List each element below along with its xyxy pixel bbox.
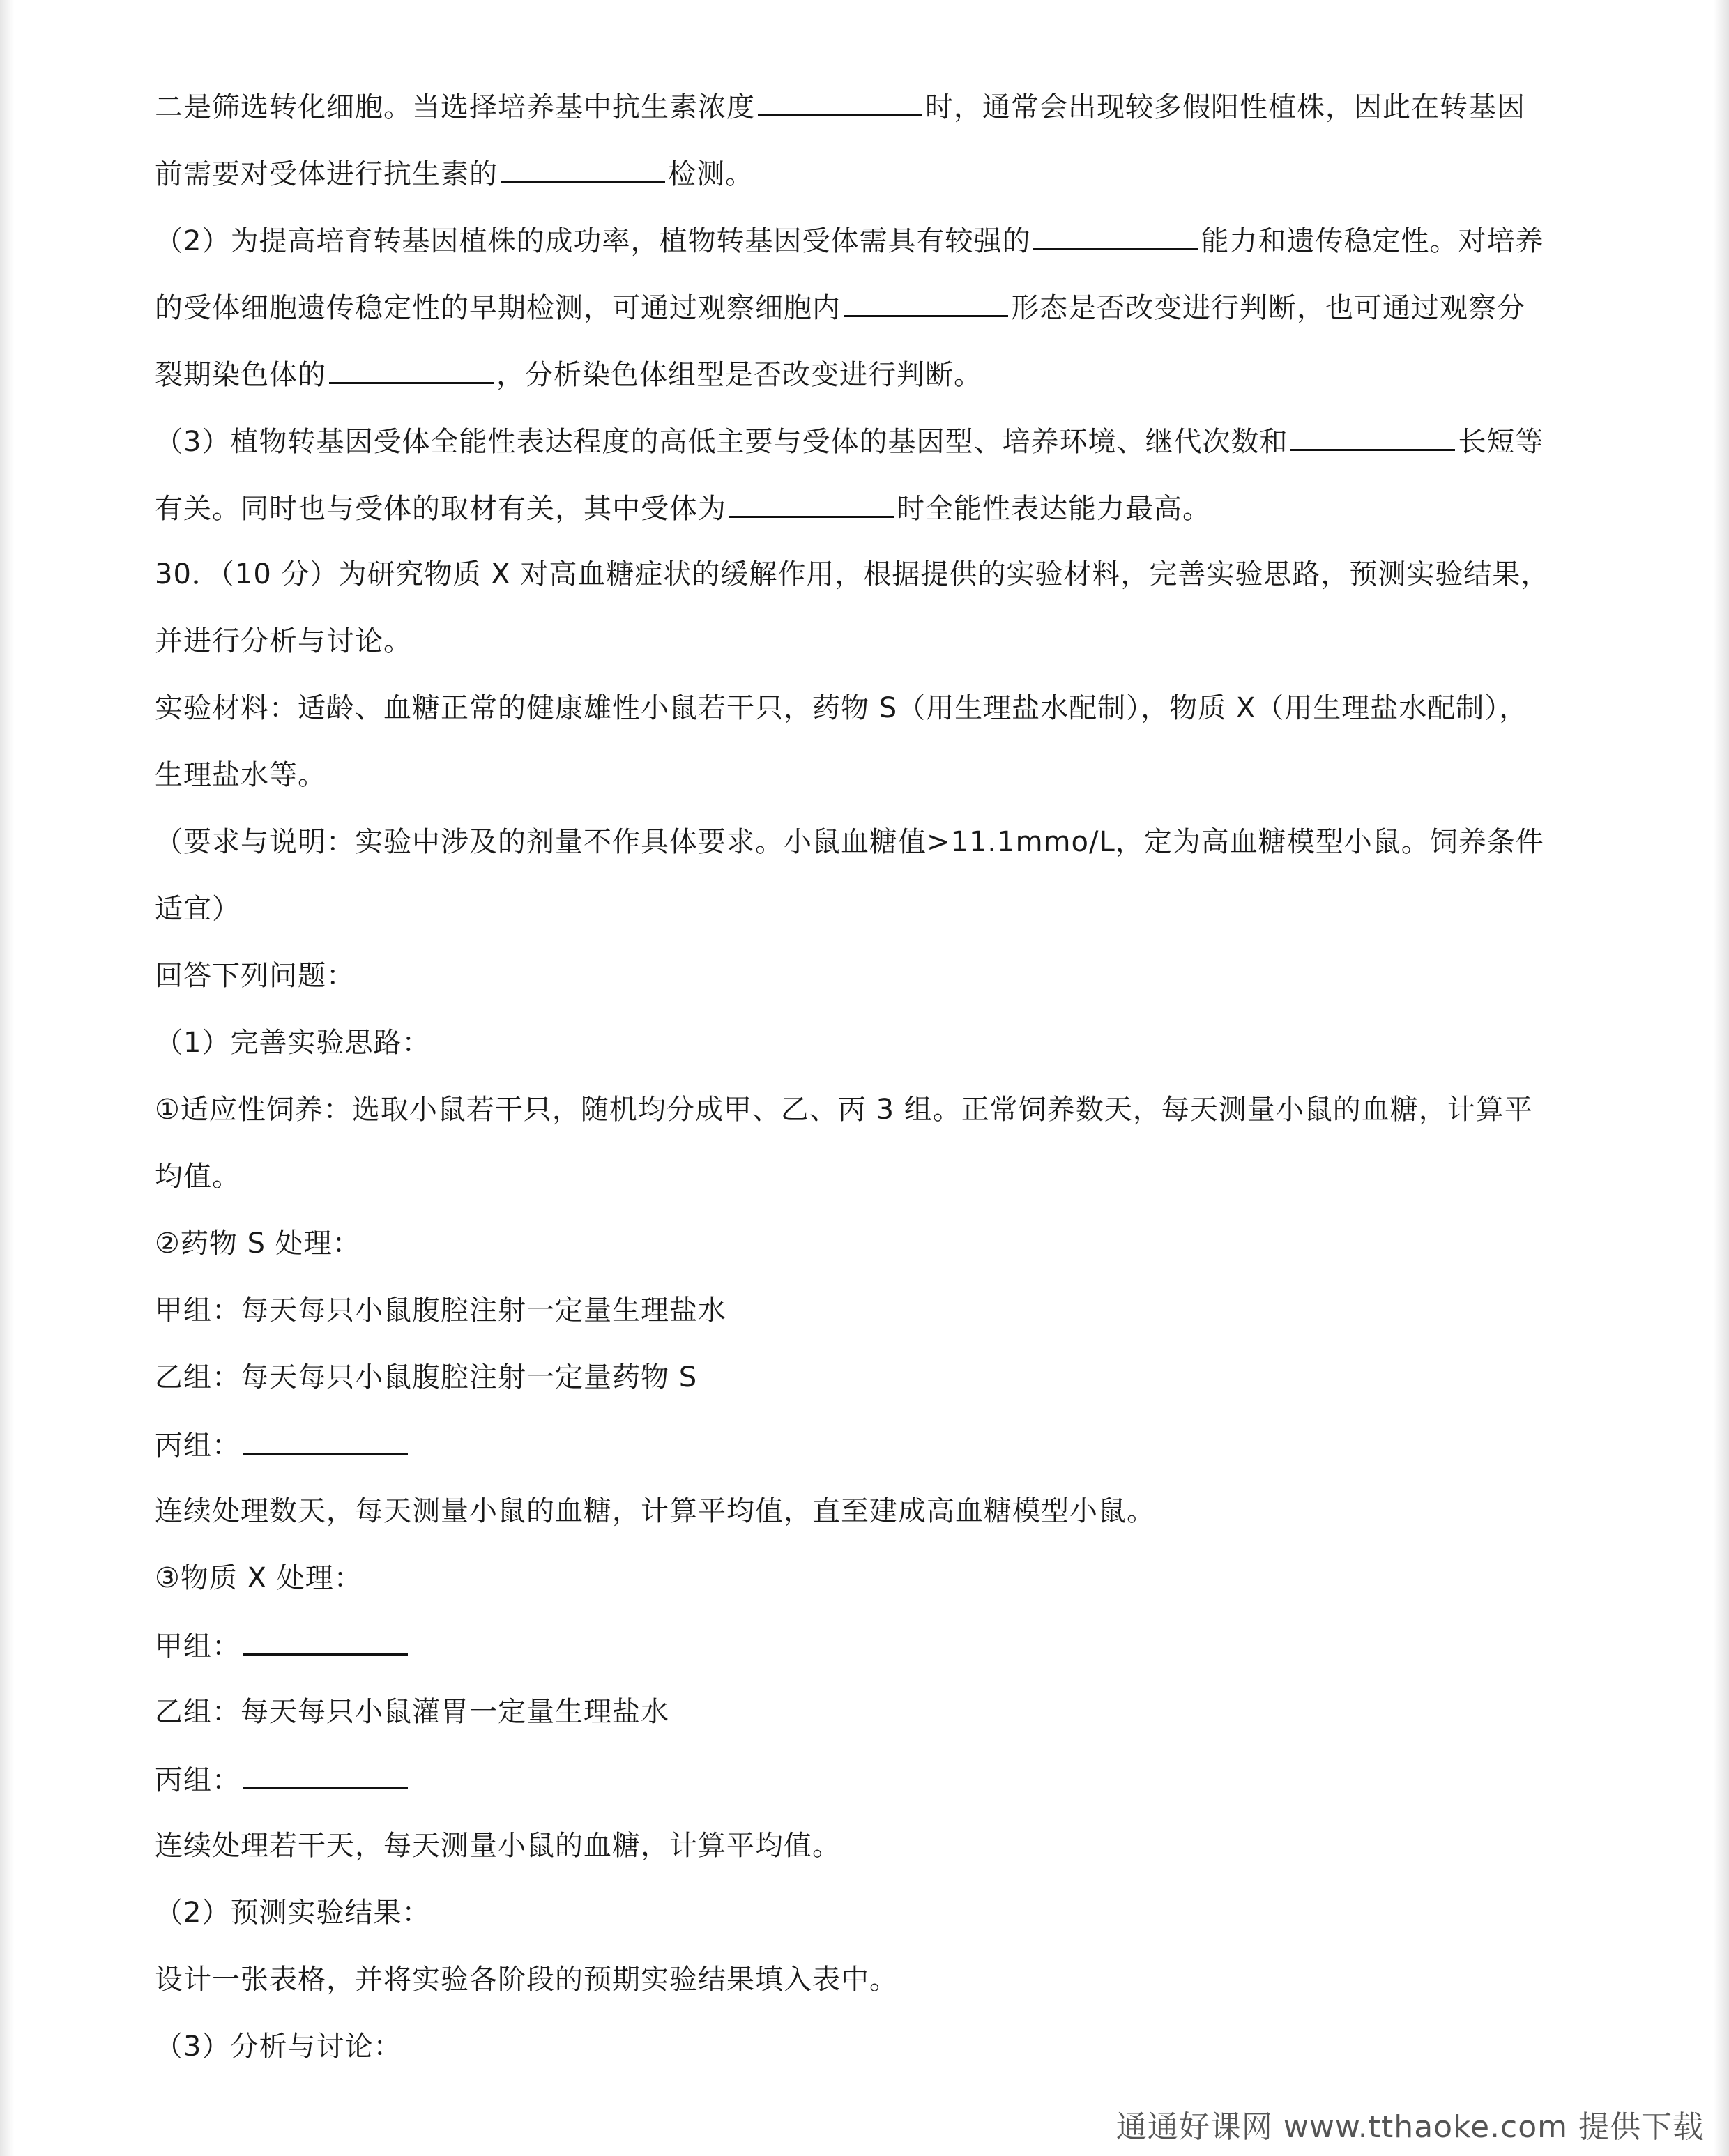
line-4-segment-2: 形态是否改变进行判断，也可通过观察分 xyxy=(1011,292,1525,324)
answer-blank[interactable] xyxy=(243,1762,408,1789)
line-10-text: 实验材料：适龄、血糖正常的健康雄性小鼠若干只，药物 S（用生理盐水配制），物质 X（用生理盐水配制）， xyxy=(155,692,1528,724)
line-11-text: 生理盐水等。 xyxy=(155,759,326,791)
text-line-27 xyxy=(155,1829,1591,1863)
line-22-text: 连续处理数天，每天测量小鼠的血糖，计算平均值，直至建成高血糖模型小鼠。 xyxy=(155,1495,1155,1527)
line-28-text: （2）预测实验结果： xyxy=(155,1897,431,1929)
text-line-5 xyxy=(155,357,1591,390)
line-18-text: ②药物 S 处理： xyxy=(155,1228,361,1260)
line-15-text: （1）完善实验思路： xyxy=(155,1027,431,1059)
group-jia-step-3 xyxy=(155,1628,1591,1662)
line-13-text: 适宜） xyxy=(155,893,241,925)
line-2-segment-1: 前需要对受体进行抗生素的 xyxy=(155,158,498,190)
line-26-label: 丙组： xyxy=(155,1764,241,1796)
page-edge-left xyxy=(0,0,14,2156)
line-14-text: 回答下列问题： xyxy=(155,960,355,992)
subquestion-3-heading xyxy=(155,2030,1591,2063)
line-1-segment-1: 二是筛选转化细胞。当选择培养基中抗生素浓度 xyxy=(155,91,755,123)
line-6-segment-2: 长短等 xyxy=(1458,426,1544,458)
text-line-13 xyxy=(155,892,1591,926)
question-30-heading xyxy=(155,558,1591,591)
answer-blank[interactable] xyxy=(243,1428,408,1455)
line-3-segment-2: 能力和遗传稳定性。对培养 xyxy=(1201,225,1544,257)
line-7-segment-1: 有关。同时也与受体的取材有关，其中受体为 xyxy=(155,493,726,525)
line-8-text: 30．（10 分）为研究物质 X 对高血糖症状的缓解作用，根据提供的实验材料，完善实验思路，预测实验结果， xyxy=(155,558,1550,590)
text-line-17 xyxy=(155,1160,1591,1193)
answer-blank[interactable] xyxy=(729,491,894,518)
group-bing-step-2 xyxy=(155,1428,1591,1461)
text-line-9 xyxy=(155,625,1591,658)
answer-blank[interactable] xyxy=(501,156,665,183)
group-yi-step-3 xyxy=(155,1695,1591,1729)
line-7-segment-2: 时全能性表达能力最高。 xyxy=(897,493,1211,525)
group-bing-step-3 xyxy=(155,1762,1591,1796)
line-3-segment-1: （2）为提高培育转基因植株的成功率，植物转基因受体需具有较强的 xyxy=(155,225,1031,257)
group-yi-step-2 xyxy=(155,1361,1591,1394)
line-29-text: 设计一张表格，并将实验各阶段的预期实验结果填入表中。 xyxy=(155,1964,898,1996)
answer-blank[interactable] xyxy=(758,89,922,116)
answer-blank[interactable] xyxy=(243,1628,408,1656)
requirements-line xyxy=(155,825,1591,859)
line-23-text: ③物质 X 处理： xyxy=(155,1562,363,1594)
line-6-segment-1: （3）植物转基因受体全能性表达程度的高低主要与受体的基因型、培养环境、继代次数和 xyxy=(155,426,1288,458)
line-16-text: ①适应性饲养：选取小鼠若干只，随机均分成甲、乙、丙 3 组。正常饲养数天，每天测量小鼠的血糖，计算平 xyxy=(155,1094,1533,1126)
text-line-2 xyxy=(155,156,1591,190)
watermark-text: 通通好课网 www.tthaoke.com 提供下载 xyxy=(1115,2109,1704,2145)
text-line-4 xyxy=(155,290,1591,323)
text-line-11 xyxy=(155,758,1591,792)
line-21-label: 丙组： xyxy=(155,1430,241,1462)
line-5-segment-2: ，分析染色体组型是否改变进行判断。 xyxy=(496,359,982,391)
document-body xyxy=(155,89,1591,2097)
line-1-segment-2: 时，通常会出现较多假阳性植株，因此在转基因 xyxy=(925,91,1525,123)
answer-blank[interactable] xyxy=(1033,223,1198,250)
line-17-text: 均值。 xyxy=(155,1161,241,1193)
answer-prompt-line xyxy=(155,959,1591,993)
line-9-text: 并进行分析与讨论。 xyxy=(155,625,412,657)
text-line-22 xyxy=(155,1494,1591,1528)
subquestion-2-heading xyxy=(155,1896,1591,1929)
line-27-text: 连续处理若干天，每天测量小鼠的血糖，计算平均值。 xyxy=(155,1830,841,1862)
line-19-text: 甲组：每天每只小鼠腹腔注射一定量生理盐水 xyxy=(155,1294,726,1327)
text-line-6 xyxy=(155,424,1591,457)
line-24-label: 甲组： xyxy=(155,1630,241,1662)
line-12-text: （要求与说明：实验中涉及的剂量不作具体要求。小鼠血糖值>11.1mmo/L，定为高血糖模型小鼠。饲养条件 xyxy=(155,826,1544,858)
line-20-text: 乙组：每天每只小鼠腹腔注射一定量药物 S xyxy=(155,1361,698,1393)
page-edge-right xyxy=(1714,0,1729,2156)
text-line-1 xyxy=(155,89,1591,123)
line-2-segment-2: 检测。 xyxy=(668,158,754,190)
materials-line xyxy=(155,691,1591,725)
answer-blank[interactable] xyxy=(844,290,1008,317)
text-line-3 xyxy=(155,223,1591,257)
step-1-line xyxy=(155,1093,1591,1126)
line-30-text: （3）分析与讨论： xyxy=(155,2031,402,2063)
answer-blank[interactable] xyxy=(329,357,494,384)
text-line-7 xyxy=(155,491,1591,524)
subquestion-1-heading xyxy=(155,1026,1591,1060)
group-jia-step-2 xyxy=(155,1294,1591,1327)
answer-blank[interactable] xyxy=(1290,424,1455,451)
line-4-segment-1: 的受体细胞遗传稳定性的早期检测，可通过观察细胞内 xyxy=(155,292,841,324)
step-3-heading xyxy=(155,1561,1591,1595)
text-line-29 xyxy=(155,1963,1591,1996)
line-5-segment-1: 裂期染色体的 xyxy=(155,359,326,391)
step-2-heading xyxy=(155,1227,1591,1260)
line-25-text: 乙组：每天每只小鼠灌胃一定量生理盐水 xyxy=(155,1696,669,1728)
